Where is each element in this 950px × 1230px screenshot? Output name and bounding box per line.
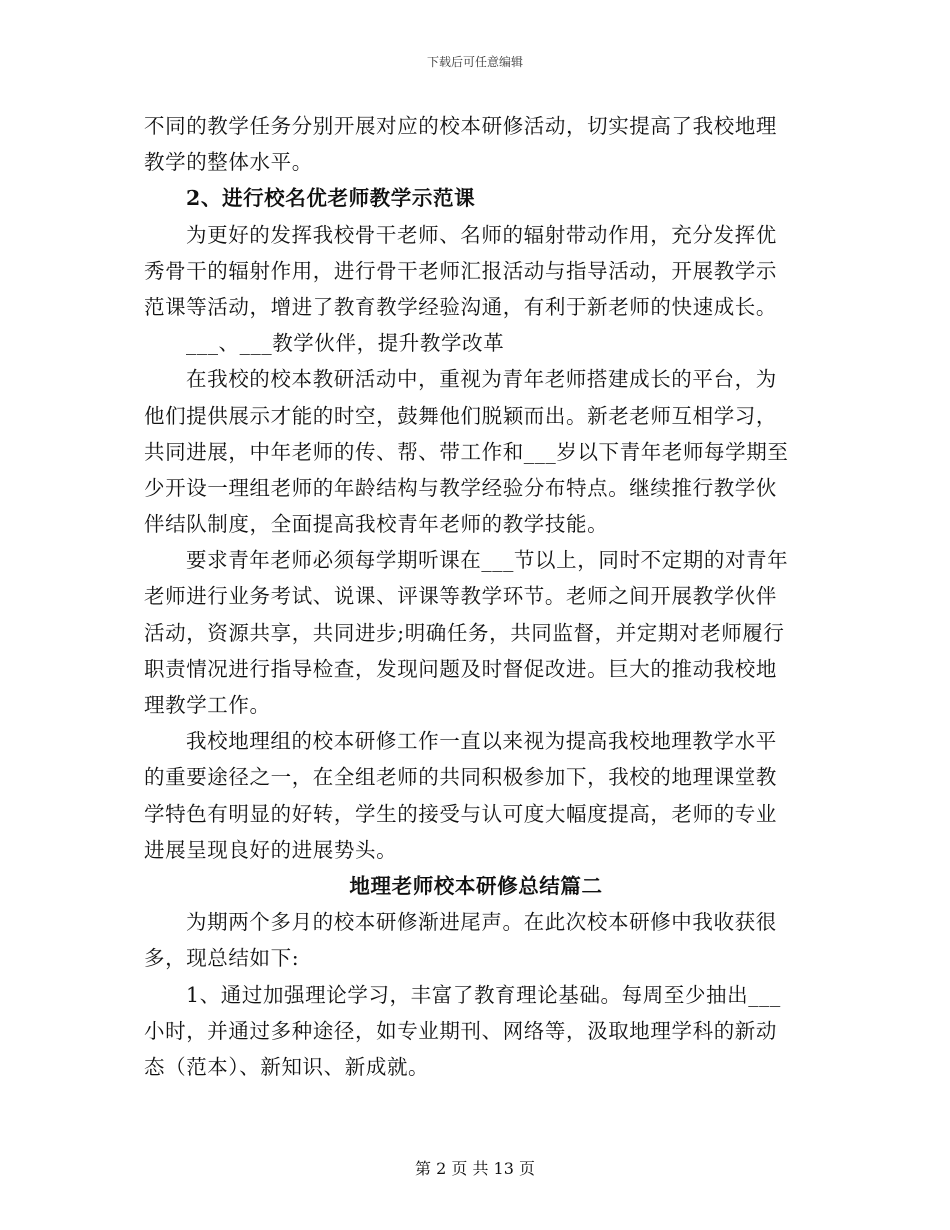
paragraph-line: 范课等活动，增进了教育教学经验沟通，有利于新老师的快速成长。 <box>144 294 777 319</box>
paragraph-line: 要求青年老师必须每学期听课在___节以上，同时不定期的对青年 <box>186 548 789 573</box>
paragraph-line: 不同的教学任务分别开展对应的校本研修活动，切实提高了我校地理 <box>144 114 777 138</box>
paragraph-line: 学特色有明显的好转，学生的接受与认可度大幅度提高，老师的专业 <box>144 801 777 826</box>
paragraph-line: 多，现总结如下: <box>144 946 300 971</box>
paragraph-line: 1、通过加强理论学习，丰富了教育理论基础。每周至少抽出___ <box>186 982 781 1007</box>
paragraph-line: 秀骨干的辐射作用，进行骨干老师汇报活动与指导活动，开展教学示 <box>144 258 777 283</box>
paragraph-line: 理教学工作。 <box>144 693 271 717</box>
page-number-footer: 第 2 页 共 13 页 <box>415 1159 535 1178</box>
paragraph-line: 少开设一理组老师的年龄结构与教学经验分布特点。继续推行教学伙 <box>144 475 777 500</box>
paragraph-line: 为更好的发挥我校骨干老师、名师的辐射带动作用，充分发挥优 <box>186 222 777 247</box>
paragraph-line: 的重要途径之一，在全组老师的共同积极参加下，我校的地理课堂教 <box>144 765 777 790</box>
article-title: 地理老师校本研修总结篇二 <box>349 873 603 898</box>
section-heading: ___、___教学伙伴，提升教学改革 <box>186 331 505 356</box>
paragraph-line: 职责情况进行指导检查，发现问题及时督促改进。巨大的推动我校地 <box>144 656 777 681</box>
paragraph-line: 活动，资源共享，共同进步;明确任务，共同监督，并定期对老师履行 <box>144 620 785 645</box>
section-heading: 2、进行校名优老师教学示范课 <box>186 186 476 211</box>
document-body <box>144 108 808 1085</box>
paragraph-line: 态（范本）、新知识、新成就。 <box>144 1054 430 1079</box>
paragraph-line: 我校地理组的校本研修工作一直以来视为提高我校地理教学水平 <box>186 729 777 754</box>
paragraph-line: 教学的整体水平。 <box>144 150 313 175</box>
paragraph-line: 在我校的校本教研活动中，重视为青年老师搭建成长的平台，为 <box>186 367 777 392</box>
paragraph-line: 他们提供展示才能的时空，鼓舞他们脱颖而出。新老老师互相学习， <box>144 403 777 428</box>
paragraph-line: 共同进展，中年老师的传、帮、带工作和___岁以下青年老师每学期至 <box>144 439 789 464</box>
page-header-note: 下载后可任意编辑 <box>426 55 523 69</box>
paragraph-line: 老师进行业务考试、说课、评课等教学环节。老师之间开展教学伙伴 <box>144 584 777 609</box>
paragraph-line: 为期两个多月的校本研修渐进尾声。在此次校本研修中我收获很 <box>186 910 777 935</box>
paragraph-line: 伴结队制度，全面提高我校青年老师的教学技能。 <box>144 512 609 537</box>
paragraph-line: 小时，并通过多种途径，如专业期刊、网络等，汲取地理学科的新动 <box>144 1018 777 1043</box>
paragraph-line: 进展呈现良好的进展势头。 <box>144 837 398 862</box>
